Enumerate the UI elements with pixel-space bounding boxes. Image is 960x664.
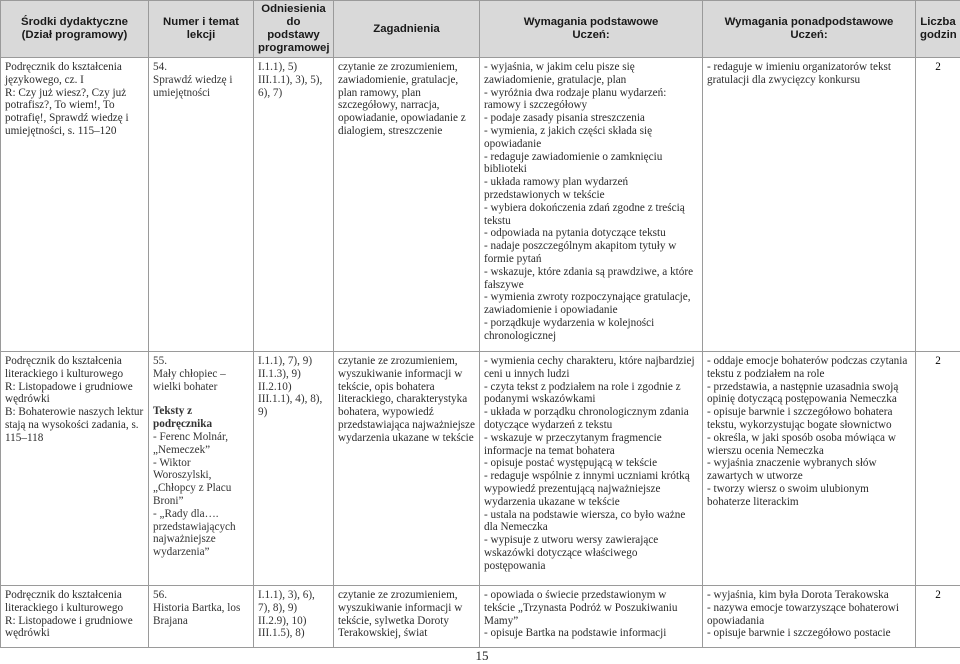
header-source: Środki dydaktyczne (Dział programowy) — [1, 1, 149, 58]
header-lesson: Numer i temat lekcji — [149, 1, 254, 58]
row-basic-requirements: - opowiada o świecie przedstawionym w tekście „Trzynasta Podróż w Poszukiwaniu Mamy” - opisuje Bartka na podstawie informacji — [480, 586, 703, 648]
row-lesson: 54. Sprawdź wiedzę i umiejętności — [149, 58, 254, 352]
row-source: Podręcznik do kształcenia literackiego i kulturowego R: Listopadowe i grudniowe wędrówki — [1, 586, 149, 648]
page-number: 15 — [472, 648, 492, 664]
row-advanced-requirements: - oddaje emocje bohaterów podczas czytania tekstu z podziałem na role - przedstawia, a następnie uzasadnia swoją opinię dotyczącą postępowania Nemeczka - opisuje barwnie i szczegółowo bohatera tekstu, wykorzystując bogate słownictwo - określa, w jaki sposób osoba mówiąca w wierszu ocenia Nemeczka - wyjaśnia znaczenie wybranych słów zawartych w utworze - tworzy wiersz o swoim ulubionym bohaterze literackim — [703, 352, 916, 586]
header-reference: Odniesienia do podstawy programowej — [254, 1, 334, 58]
row-reference: I.1.1), 7), 9) II.1.3), 9) II.2.10) III.1.1), 4), 8), 9) — [254, 352, 334, 586]
row-objectives: czytanie ze zrozumieniem, wyszukiwanie informacji w tekście, opis bohatera literackiego, charakterystyka bohatera, wypowiedź przedstawiająca najważniejsze wydarzenia ukazane w tekście — [334, 352, 480, 586]
row-source: Podręcznik do kształcenia literackiego i kulturowego R: Listopadowe i grudniowe wędrówki B: Bohaterowie naszych lektur stają na wysokości zadania, s. 115–118 — [1, 352, 149, 586]
row-basic-requirements: - wyjaśnia, w jakim celu pisze się zawiadomienie, gratulacje, plan - wyróżnia dwa rodzaje planu wydarzeń: ramowy i szczegółowy - podaje zasady pisania streszczenia - wymienia, z jakich części składa się opowiadanie - redaguje zawiadomienie o zamknięciu biblioteki - układa ramowy plan wydarzeń przedstawionych w tekście - wybiera dokończenia zdań zgodne z treścią tekstu - odpowiada na pytania dotyczące tekstu - nadaje poszczególnym akapitom tytuły w formie pytań - wskazuje, które zdania są prawdziwe, a które fałszywe - wymienia zwroty rozpoczynające gratulacje, zawiadomienie i opowiadanie - porządkuje wydarzenia w kolejności chronologicznej — [480, 58, 703, 352]
header-objectives: Zagadnienia — [334, 1, 480, 58]
header-advanced-requirements: Wymagania ponadpodstawowe Uczeń: — [703, 1, 916, 58]
row-hours: 2 — [916, 58, 960, 352]
row-objectives: czytanie ze zrozumieniem, wyszukiwanie informacji w tekście, sylwetka Doroty Terakowskiej, świat — [334, 586, 480, 648]
row-lesson: 55. Mały chłopiec – wielki bohater Teksty z podręcznika - Ferenc Molnár, „Nemeczek” - Wiktor Woroszylski, „Chłopcy z Placu Broni” - „Rady dla…. przedstawiających najważniejsze wydarzenia” — [149, 352, 254, 586]
row-reference: I.1.1), 5) III.1.1), 3), 5), 6), 7) — [254, 58, 334, 352]
table-row — [1, 586, 960, 648]
row-objectives: czytanie ze zrozumieniem, zawiadomienie, gratulacje, plan ramowy, plan szczegółowy, narracja, opowiadanie, opowiadanie z dialogiem, streszczenie — [334, 58, 480, 352]
header-hours: Liczba godzin — [916, 1, 960, 58]
row-advanced-requirements: - redaguje w imieniu organizatorów tekst gratulacji dla zwycięzcy konkursu — [703, 58, 916, 352]
row-reference: I.1.1), 3), 6), 7), 8), 9) II.2.9), 10) III.1.5), 8) — [254, 586, 334, 648]
row-hours: 2 — [916, 352, 960, 586]
header-basic-requirements: Wymagania podstawowe Uczeń: — [480, 1, 703, 58]
table-row — [1, 58, 960, 352]
table-row — [1, 352, 960, 586]
row-basic-requirements: - wymienia cechy charakteru, które najbardziej ceni u innych ludzi - czyta tekst z podziałem na role i zgodnie z podanymi wskazówkami - układa w porządku chronologicznym zdania dotyczące wydarzeń z tekstu - wskazuje w przeczytanym fragmencie informacje na temat bohatera - opisuje postać występującą w tekście - redaguje wspólnie z innymi uczniami krótką wypowiedź prezentującą najważniejsze wydarzenia ukazane w tekście - ustala na podstawie wiersza, co było ważne dla Nemeczka - wypisuje z utworu wersy zawierające wskazówki dotyczące właściwego postępowania — [480, 352, 703, 586]
row-lesson: 56. Historia Bartka, los Brajana — [149, 586, 254, 648]
header-row — [1, 1, 960, 58]
row-hours: 2 — [916, 586, 960, 648]
row-source: Podręcznik do kształcenia językowego, cz. I R: Czy już wiesz?, Czy już potrafisz?, To wiem!, To potrafię!, Sprawdź wiedzę i umiejętności, s. 115–120 — [1, 58, 149, 352]
lesson-texts-heading: Teksty z podręcznika — [153, 405, 249, 431]
row-advanced-requirements: - wyjaśnia, kim była Dorota Terakowska - nazywa emocje towarzyszące bohaterowi opowiadania - opisuje barwnie i szczegółowo postacie — [703, 586, 916, 648]
